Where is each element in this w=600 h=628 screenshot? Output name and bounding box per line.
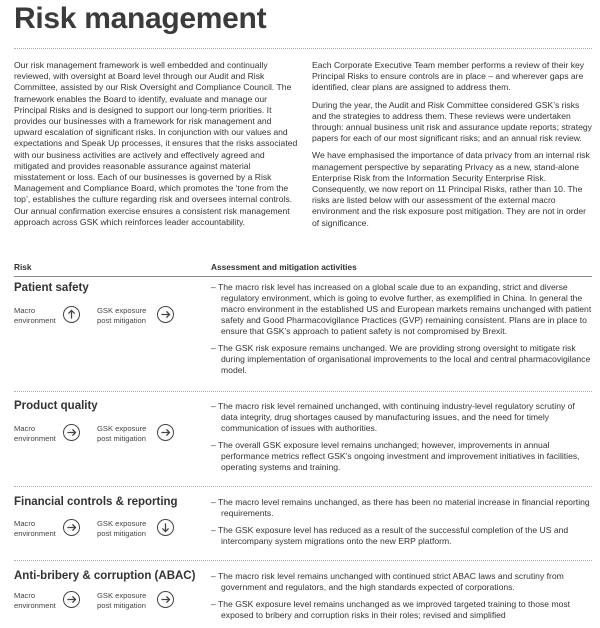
macro-label: Macro environment bbox=[14, 519, 56, 538]
gsk-arrow-right-icon bbox=[157, 306, 174, 323]
risk-name: Patient safety bbox=[14, 282, 89, 294]
bullet-item: – The macro risk level remains unchanged with continued strict ABAC laws and scrutiny from government and regulators, and the high standards expected of corporations. bbox=[211, 571, 564, 592]
assessment-bullets bbox=[211, 401, 592, 479]
intro-right-column bbox=[312, 60, 592, 235]
risk-section-financial-controls bbox=[14, 486, 592, 558]
intro-paragraph: Each Corporate Executive Team member performs a review of their key Principal Risks to ensure controls are in place – and wherever gaps are identified, clear plans are assigned to address them. bbox=[312, 60, 585, 93]
gsk-exposure-label: GSK exposure post mitigation bbox=[97, 591, 147, 610]
risk-name: Product quality bbox=[14, 400, 98, 412]
macro-arrow-right-icon bbox=[63, 424, 80, 441]
risk-section-patient-safety bbox=[14, 282, 592, 392]
gsk-arrow-right-icon bbox=[157, 591, 174, 608]
assessment-bullets bbox=[211, 282, 592, 382]
bullet-item: – The GSK exposure level has reduced as a result of the successful completion of the US and intercompany system migrations onto the new ERP platform. bbox=[211, 525, 569, 546]
section-divider bbox=[14, 391, 592, 392]
macro-label: Macro environment bbox=[14, 424, 56, 443]
title-divider bbox=[14, 48, 592, 49]
bullet-item: – The GSK risk exposure remains unchanged. We are providing strong oversight to mitigate risk during implementation of organisational improvements to the local and central pharmacovigilance model. bbox=[211, 343, 591, 375]
bullet-item: – The macro level remains unchanged, as there has been no material increase in financial reporting requirements. bbox=[211, 497, 590, 518]
section-divider bbox=[14, 560, 592, 561]
bullet-item: – The macro risk level has increased on a global scale due to an expanding, strict and diverse regulatory environment, which is going to evolve further, as exemplified in China. In general the macro environment in the established US and European markets remains unchanged with patient safety and Good Pharmacovigilance Practices (GVP) remaining consistent. Plans are in place to ensure that GSK’s approach to patient safety is not compromised by Brexit. bbox=[211, 282, 592, 336]
macro-arrow-up-icon bbox=[63, 306, 80, 323]
header-divider bbox=[14, 276, 592, 277]
intro-paragraph: During the year, the Audit and Risk Committee considered GSK’s risks and the strategies to address them. These reviews were undertaken through: annual business unit risk and assurance update reports; strategy papers for each of our most significant risks; and an annual risk review. bbox=[312, 99, 592, 144]
risk-section-product-quality bbox=[14, 391, 592, 485]
risk-name: Financial controls & reporting bbox=[14, 496, 178, 508]
gsk-exposure-label: GSK exposure post mitigation bbox=[97, 424, 147, 443]
gsk-exposure-label: GSK exposure post mitigation bbox=[97, 519, 147, 538]
risk-section-abac bbox=[14, 560, 592, 628]
macro-arrow-right-icon bbox=[63, 519, 80, 536]
assessment-bullets bbox=[211, 497, 592, 553]
gsk-arrow-right-icon bbox=[157, 424, 174, 441]
assessment-bullets bbox=[211, 571, 592, 627]
gsk-arrow-down-icon bbox=[157, 519, 174, 536]
macro-label: Macro environment bbox=[14, 306, 56, 325]
intro-paragraph: We have emphasised the importance of data privacy from an internal risk management perspective by separating Privacy as a new, stand-alone Enterprise Risk from the Information Security Enterprise Risk. Consequently, we now report on 11 Principal Risks, rather than 10. The risks are listed below with our assessment of the external macro environment and the risk exposure post mitigation. They are not in order of significance. bbox=[312, 150, 590, 228]
bullet-item: – The overall GSK exposure level remains unchanged; however, improvements in annual performance metrics reflect GSK’s ongoing investment and improvement initiatives in facilities, operating systems and training. bbox=[211, 440, 580, 472]
page-title: Risk management bbox=[14, 2, 267, 35]
gsk-exposure-label: GSK exposure post mitigation bbox=[97, 306, 147, 325]
bullet-item: – The macro risk level remained unchanged, with continuing industry-level regulatory scrutiny of data integrity, drug shortages caused by manufacturing issues, and the need for timely communication of issues with authorities. bbox=[211, 401, 575, 433]
intro-left-column bbox=[14, 60, 299, 234]
column-header-assessment: Assessment and mitigation activities bbox=[211, 262, 357, 272]
macro-label: Macro environment bbox=[14, 591, 56, 610]
risk-name: Anti-bribery & corruption (ABAC) bbox=[14, 570, 196, 582]
column-header-risk: Risk bbox=[14, 262, 32, 272]
section-divider bbox=[14, 486, 592, 487]
intro-paragraph: Our risk management framework is well embedded and continually reviewed, with oversight at Board level through our Audit and Risk Committee, assisted by our Risk Oversight and Compliance Council. The framework enables the Board to identify, evaluate and manage our Principal Risks and is designed to support our long-term priorities. It provides our businesses with a framework for risk management and upward escalation of significant risks. In conjunction with our values and expectations and Speak Up processes, it ensures that the risks associated with our business activities are actively and effectively agreed and mitigated and provides reasonable assurance against material misstatement or loss. Each of our businesses is governed by a Risk Management and Compliance Board, which promotes the ‘tone from the top’, establishes the culture regarding risk and oversees internal controls. Our annual confirmation exercise ensures a consistent risk management approach across GSK which reinforces leader accountability. bbox=[14, 60, 298, 227]
bullet-item: – The GSK exposure level remains unchanged as we improved targeted training to those most exposed to bribery and corruption risks in their roles; revised and simplified bbox=[211, 599, 571, 620]
macro-arrow-right-icon bbox=[63, 591, 80, 608]
